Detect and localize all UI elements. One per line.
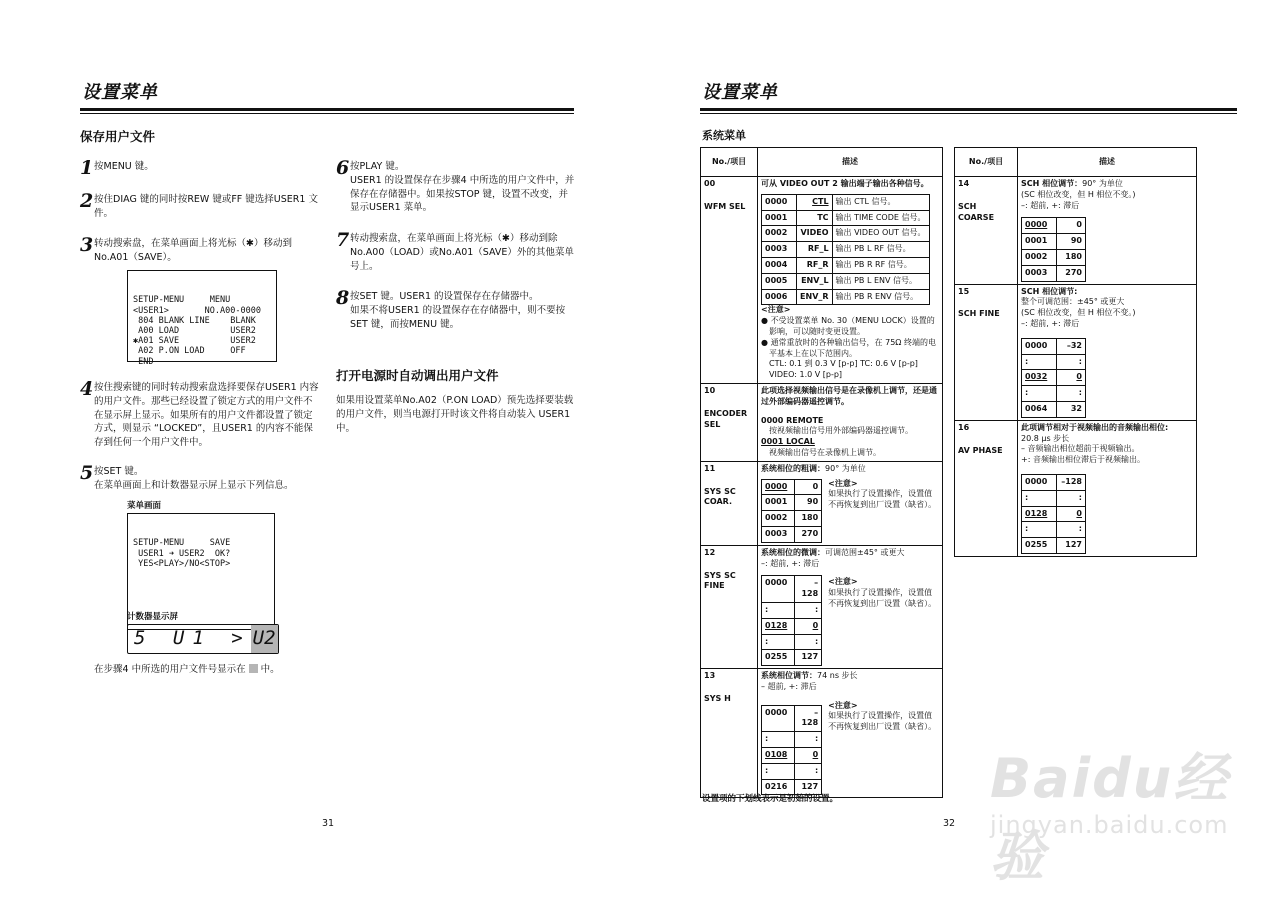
item-name: ENCODER SEL	[704, 408, 748, 429]
item-line: (SC 相位改变，但 H 相位不变。)	[1021, 308, 1136, 318]
item-line: (SC 相位改变，但 H 相位不变。)	[1021, 189, 1136, 199]
value-list	[1021, 217, 1086, 281]
item-line: 整个可调范围：±45° 或更大	[1021, 297, 1125, 307]
step-5	[80, 462, 320, 493]
footnote: 设置项的下划线表示是初始的设置。	[702, 794, 839, 804]
item-code: 11	[704, 463, 716, 473]
watermark-url: jingyan.baidu.com	[990, 811, 1229, 839]
val-value: :	[1057, 386, 1086, 402]
val-value: 0	[795, 618, 822, 634]
item-heading: 此项调节相对于视频输出的音频输出相位:	[1021, 422, 1169, 432]
counter-display	[127, 624, 279, 654]
screen-line: SETUP-MENU SAVE	[133, 538, 231, 549]
val-code: 0000	[762, 479, 795, 495]
step-text: 按住搜索键的同时转动搜索盘选择要保存USER1 内容的用户文件。那些已经设置了锁定方式的用户文件不在显示屏上显示。如果所有的用户文件都设置了锁定方式，则显示 “LOCKED”，且USER1 的内容不能保存到任何一个用户文件中。	[94, 382, 319, 449]
table-row	[955, 420, 1197, 556]
step-extra: 如果不将USER1 的设置保存在存储器中，则不要按 SET 键，而按MENU 键。	[350, 304, 566, 330]
note-text: 如果执行了设置操作，设置值不再恢复到出厂设置（缺省）。	[828, 588, 937, 608]
col-header-desc: 描述	[1018, 148, 1197, 177]
val-value: :	[1057, 490, 1086, 506]
item-sub: –: 超前, +: 滞后	[761, 558, 820, 568]
opt-key: VIDEO	[797, 226, 833, 242]
item-name: SYS SC FINE	[704, 570, 736, 591]
item-unit: 74 ns 步长	[817, 671, 858, 681]
page-number: 32	[943, 818, 956, 829]
opt-desc: 输出 TIME CODE 信号。	[832, 210, 929, 226]
step-2	[80, 190, 320, 221]
table-row	[701, 461, 943, 545]
opt-key: RF_L	[797, 242, 833, 258]
item-unit: 90° 为单位	[1082, 179, 1123, 188]
table-row	[701, 669, 943, 798]
val-code: 0000	[762, 576, 795, 603]
item-line: –: 超前, +: 滞后	[1021, 318, 1080, 328]
note-bullet: ● 通常重放时的各种输出信号，在 75Ω 终端的电平基本上在以下范围内。	[761, 337, 936, 358]
screen-line: A02 P.ON LOAD OFF	[133, 346, 246, 357]
col-header-desc: 描述	[758, 148, 943, 177]
step-number: 1	[80, 157, 94, 179]
val-code: 0032	[1022, 370, 1057, 386]
screen-line: SETUP-MENU MENU	[133, 295, 231, 306]
value-list	[761, 705, 822, 796]
val-value: 0	[795, 748, 822, 764]
level-line: CTL: 0.1 到 0.3 V [p-p] TC: 0.6 V [p-p]	[769, 359, 918, 369]
section2-text: 如果用设置菜单No.A02（P.ON LOAD）预先选择要装载的用户文件，则当电源打开时该文件将自动装入 USER1中。	[336, 395, 574, 434]
item-code: 15	[958, 286, 970, 296]
system-menu-table-1	[700, 147, 943, 798]
screen-caption: 菜单画面	[127, 501, 162, 511]
opt-key: CTL	[797, 194, 833, 210]
watermark	[990, 740, 1270, 889]
wfm-options	[761, 194, 930, 306]
screen-line: USER1 ➜ USER2 OK?	[133, 548, 231, 559]
val-value: :	[795, 602, 822, 618]
val-value: 0	[1057, 506, 1086, 522]
counter-caption: 计数器显示屏	[127, 612, 179, 622]
step-extra: USER1 的设置保存在步骤4 中所选的用户文件中，并保存在存储器中。如果按STOP 键，设置不改变，并显示USER1 菜单。	[350, 174, 575, 214]
screen-line: <USER1> NO.A00-0000	[133, 305, 261, 316]
screen-line: 804 BLANK LINE BLANK	[133, 315, 256, 326]
table-row	[701, 177, 943, 384]
note-text: 通常重放时的各种输出信号，在 75Ω 终端的电平基本上在以下范围内。	[769, 337, 936, 358]
item-code: 00	[704, 179, 716, 188]
val-code: 0108	[762, 748, 795, 764]
screen-line: YES<PLAY>/NO<STOP>	[133, 558, 231, 569]
option-desc: 按视频输出信号用外部编码器遥控调节。	[769, 426, 914, 436]
opt-code: 0006	[762, 289, 797, 305]
val-value: :	[795, 634, 822, 650]
val-code: 0216	[762, 779, 795, 795]
val-value: 0	[795, 479, 822, 495]
step-text: 按MENU 键。	[94, 161, 154, 172]
val-code: 0128	[762, 618, 795, 634]
val-value: 90	[1057, 234, 1086, 250]
step-4	[80, 378, 320, 450]
note-label: <注意>	[761, 305, 791, 315]
step-extra: 在菜单画面上和计数器显示屏上显示下列信息。	[94, 479, 294, 491]
value-list	[761, 575, 822, 666]
item-heading: 系统相位的粗调：	[761, 463, 826, 473]
col-header-no: No./项目	[955, 148, 1018, 177]
item-sub: – 超前, +: 滞后	[761, 681, 817, 691]
step-number: 5	[80, 462, 94, 484]
val-code: :	[762, 634, 795, 650]
item-name: WFM SEL	[704, 201, 746, 211]
item-line: 20.8 μs 步长	[1021, 433, 1070, 443]
val-value: –128	[795, 576, 822, 603]
table-row	[955, 284, 1197, 420]
opt-code: 0001	[762, 210, 797, 226]
val-value: 127	[795, 779, 822, 795]
step-text: 按SET 键。USER1 的设置保存在存储器中。	[350, 291, 539, 302]
counter-text: 5 U1 >	[134, 627, 251, 650]
step4-note	[94, 663, 280, 677]
highlight-swatch	[249, 664, 258, 673]
counter-highlight: U2	[251, 625, 278, 653]
opt-desc: 输出 PB R RF 信号。	[832, 257, 929, 273]
val-code: 0002	[1022, 249, 1057, 265]
table-row	[701, 383, 943, 461]
val-code: 0000	[1022, 218, 1057, 234]
step-number: 6	[336, 157, 350, 179]
item-unit: 可调范围±45° 或更大	[825, 547, 905, 557]
item-unit: 90° 为单位	[825, 463, 866, 473]
opt-desc: 输出 PB R ENV 信号。	[832, 289, 929, 305]
opt-desc: 输出 PB L ENV 信号。	[832, 273, 929, 289]
step-text: 转动搜索盘，在菜单画面上将光标（✱）移动到 No.A01（SAVE）。	[94, 238, 292, 263]
step-number: 3	[80, 234, 94, 256]
val-value: 0	[1057, 218, 1086, 234]
val-code: 0255	[1022, 538, 1057, 554]
note-text: 如果执行了设置操作，设置值不再恢复到出厂设置（缺省）。	[828, 489, 937, 510]
opt-code: 0005	[762, 273, 797, 289]
val-value: –128	[795, 705, 822, 732]
item-heading: 系统相位调节：	[761, 671, 818, 681]
val-value: 90	[795, 495, 822, 511]
opt-key: ENV_R	[797, 289, 833, 305]
page-number: 31	[322, 818, 335, 829]
opt-code: 0004	[762, 257, 797, 273]
opt-code: 0000	[762, 194, 797, 210]
item-code: 14	[958, 179, 970, 188]
val-value: 180	[1057, 249, 1086, 265]
watermark-logo: Baidu经验	[990, 747, 1230, 889]
val-value: 127	[795, 650, 822, 666]
level-line: VIDEO: 1.0 V [p-p]	[769, 370, 843, 380]
title-rule	[700, 108, 1237, 111]
item-name: SCH COARSE	[958, 201, 995, 222]
opt-key: RF_R	[797, 257, 833, 273]
val-value: 270	[795, 526, 822, 542]
val-value: :	[795, 763, 822, 779]
item-line: +: 音频输出相位滞后于视频输出。	[1021, 455, 1145, 465]
option-desc: 视频输出信号在录像机上调节。	[769, 447, 882, 457]
screen-line: END	[133, 356, 154, 367]
item-heading: 可从 VIDEO OUT 2 输出端子输出各种信号。	[761, 179, 929, 188]
step-number: 7	[336, 229, 350, 251]
item-code: 10	[704, 385, 716, 395]
val-value: 270	[1057, 265, 1086, 281]
val-value: –128	[1057, 474, 1086, 490]
step-text: 按PLAY 键。	[350, 161, 405, 172]
item-line: –: 超前, +: 滞后	[1021, 200, 1080, 210]
note-label: <注意>	[828, 700, 858, 710]
val-code: :	[762, 732, 795, 748]
item-heading: SCH 相位调节：	[1021, 179, 1083, 188]
val-code: :	[1022, 490, 1057, 506]
step-text: 转动搜索盘，在菜单画面上将光标（✱）移动到除 No.A00（LOAD）或No.A01（SAVE）外的其他菜单号上。	[350, 233, 574, 272]
opt-code: 0003	[762, 242, 797, 258]
item-name: AV PHASE	[958, 445, 1003, 455]
val-code: :	[1022, 522, 1057, 538]
section-heading: 保存用户文件	[80, 129, 156, 144]
val-code: 0003	[762, 526, 795, 542]
item-code: 13	[704, 671, 716, 681]
opt-desc: 输出 CTL 信号。	[832, 194, 929, 210]
val-code: 0064	[1022, 401, 1057, 417]
step-7	[336, 229, 576, 273]
item-heading: SCH 相位调节:	[1021, 286, 1078, 296]
step-text: 按SET 键。	[94, 466, 144, 477]
step-6	[336, 157, 576, 215]
val-value: 127	[1057, 538, 1086, 554]
val-value: –32	[1057, 338, 1086, 354]
note-label: <注意>	[828, 577, 858, 587]
option-local: 0001 LOCAL	[761, 437, 815, 447]
val-code: 0000	[762, 705, 795, 732]
value-list	[1021, 338, 1086, 418]
val-code: 0000	[1022, 474, 1057, 490]
val-value: :	[1057, 522, 1086, 538]
item-code: 12	[704, 547, 716, 557]
note-text-end: 中。	[260, 664, 280, 675]
val-code: 0002	[762, 511, 795, 527]
item-heading: 系统相位的微调：	[761, 547, 826, 557]
table-row	[955, 177, 1197, 285]
menu-screen-save	[127, 270, 277, 367]
val-code: 0000	[1022, 338, 1057, 354]
item-name: SCH FINE	[958, 309, 1000, 319]
item-code: 16	[958, 422, 970, 432]
val-code: 0255	[762, 650, 795, 666]
opt-key: TC	[797, 210, 833, 226]
val-code: 0003	[1022, 265, 1057, 281]
value-list	[1021, 474, 1086, 554]
table-row	[701, 545, 943, 668]
val-value: :	[795, 732, 822, 748]
val-value: 0	[1057, 370, 1086, 386]
val-value: 180	[795, 511, 822, 527]
val-code: 0128	[1022, 506, 1057, 522]
note-label: <注意>	[828, 478, 858, 488]
step-text: 按住DIAG 键的同时按REW 键或FF 键选择USER1 文件。	[94, 194, 318, 219]
val-code: :	[1022, 386, 1057, 402]
item-line: – 音频输出相位超前于视频输出。	[1021, 444, 1140, 454]
note-bullet: ● 不受设置菜单 No. 30（MENU LOCK）设置的影响，可以随时变更设置。	[761, 316, 935, 336]
val-code: 0001	[762, 495, 795, 511]
step-3	[80, 234, 320, 265]
opt-desc: 输出 VIDEO OUT 信号。	[832, 226, 929, 242]
opt-desc: 输出 PB L RF 信号。	[832, 242, 929, 258]
val-code: :	[1022, 354, 1057, 370]
title-rule-thin	[700, 113, 1237, 114]
section-heading: 系统菜单	[702, 129, 746, 142]
note-text: 如果执行了设置操作，设置值不再恢复到出厂设置（缺省）。	[828, 711, 937, 732]
val-code: 0001	[1022, 234, 1057, 250]
item-name: SYS SC COAR.	[704, 486, 736, 507]
val-value: :	[1057, 354, 1086, 370]
screen-line: ✱A01 SAVE USER2	[133, 336, 256, 347]
step-number: 8	[336, 287, 350, 309]
step-1	[80, 157, 320, 179]
val-value: 32	[1057, 401, 1086, 417]
system-menu-table-2	[954, 147, 1197, 557]
step-number: 4	[80, 378, 94, 400]
note-text: 在步骤4 中所选的用户文件号显示在	[94, 664, 246, 675]
page-title: 设置菜单	[702, 82, 778, 103]
val-code: :	[762, 763, 795, 779]
note-text: 不受设置菜单 No. 30（MENU LOCK）设置的影响，可以随时变更设置。	[769, 316, 935, 336]
step-8	[336, 287, 576, 331]
section-heading-2: 打开电源时自动调出用户文件	[336, 368, 499, 383]
page-title: 设置菜单	[82, 82, 158, 103]
opt-code: 0002	[762, 226, 797, 242]
value-list	[761, 479, 822, 543]
col-header-no: No./项目	[701, 148, 758, 177]
title-rule-thin	[80, 113, 574, 114]
item-heading: 此项选择视频输出信号是在录像机上调节，还是通过外部编码器遥控调节。	[761, 385, 938, 406]
screen-line: A00 LOAD USER2	[133, 325, 256, 336]
step-number: 2	[80, 190, 94, 212]
title-rule	[80, 108, 574, 111]
option-remote: 0000 REMOTE	[761, 415, 824, 425]
opt-key: ENV_L	[797, 273, 833, 289]
val-code: :	[762, 602, 795, 618]
item-name: SYS H	[704, 693, 731, 703]
